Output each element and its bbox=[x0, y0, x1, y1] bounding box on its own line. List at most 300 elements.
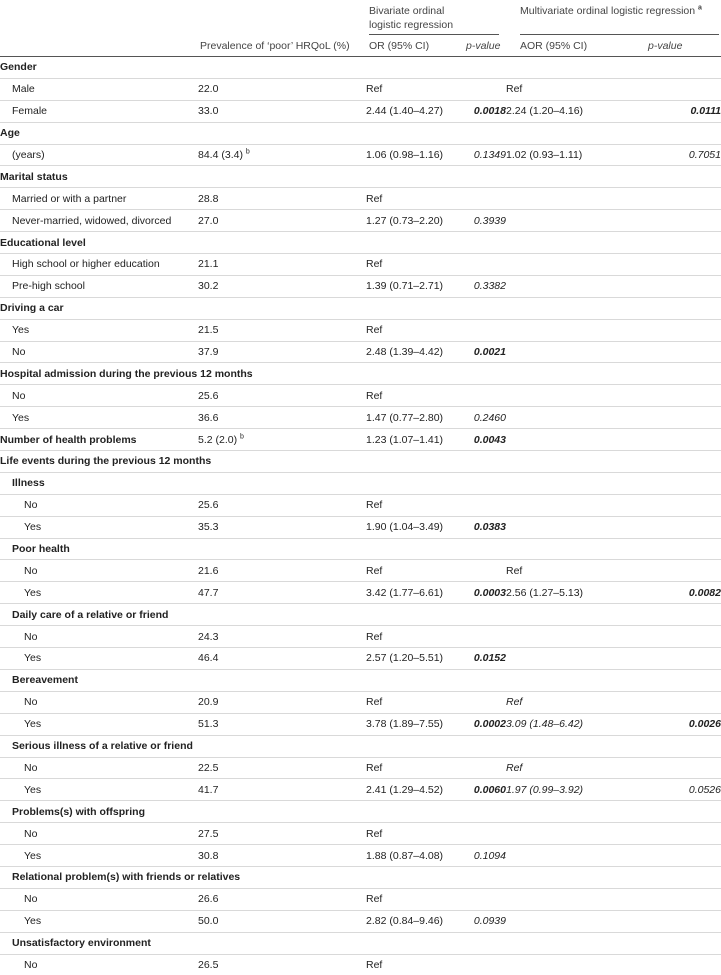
aor-cell bbox=[506, 494, 624, 516]
aor-cell bbox=[506, 144, 624, 166]
pvalue-multivariate-cell bbox=[624, 516, 721, 538]
table-row bbox=[0, 341, 721, 363]
aor-cell-text: Ref bbox=[506, 83, 522, 95]
or-cell bbox=[366, 626, 463, 648]
or-cell bbox=[366, 100, 463, 122]
pvalue-bivariate-cell bbox=[463, 319, 506, 341]
table-row bbox=[0, 932, 721, 954]
or-cell-text: 1.39 (0.71–2.71) bbox=[366, 280, 443, 292]
prevalence-cell bbox=[198, 779, 366, 801]
aor-cell-text: 2.24 (1.20–4.16) bbox=[506, 105, 583, 117]
prevalence-cell-text: 47.7 bbox=[198, 587, 218, 599]
or-cell bbox=[366, 122, 463, 144]
pvalue-bivariate-cell-text: 0.0021 bbox=[474, 346, 506, 358]
prevalence-cell-text: 27.5 bbox=[198, 828, 218, 840]
prevalence-cell bbox=[198, 494, 366, 516]
prevalence-cell-text: 50.0 bbox=[198, 915, 218, 927]
table-row bbox=[0, 823, 721, 845]
pvalue-multivariate-cell bbox=[624, 560, 721, 582]
pvalue-multivariate-cell-text: 0.7051 bbox=[689, 149, 721, 161]
aor-cell bbox=[506, 779, 624, 801]
row-label-text: (years) bbox=[12, 149, 45, 161]
prevalence-cell-text: 27.0 bbox=[198, 215, 218, 227]
multivariate-header-rule bbox=[520, 34, 719, 35]
row-label bbox=[0, 713, 198, 735]
pvalue-bivariate-cell bbox=[463, 779, 506, 801]
pvalue-bivariate-cell bbox=[463, 166, 506, 188]
or-cell-text: 1.06 (0.98–1.16) bbox=[366, 149, 443, 161]
or-cell-text: Ref bbox=[366, 565, 382, 577]
pvalue-bivariate-cell bbox=[463, 297, 506, 319]
row-label-text: Problems(s) with offspring bbox=[12, 806, 145, 818]
pvalue-bivariate-cell bbox=[463, 385, 506, 407]
row-label bbox=[0, 144, 198, 166]
pvalue-multivariate-cell bbox=[624, 691, 721, 713]
aor-cell bbox=[506, 254, 624, 276]
table-row bbox=[0, 429, 721, 451]
pvalue-multivariate-cell bbox=[624, 648, 721, 670]
row-label bbox=[0, 932, 198, 954]
pvalue-multivariate-cell bbox=[624, 713, 721, 735]
pvalue-multivariate-cell bbox=[624, 932, 721, 954]
pvalue-bivariate-cell bbox=[463, 626, 506, 648]
table-row bbox=[0, 385, 721, 407]
pvalue-multivariate-cell bbox=[624, 100, 721, 122]
pvalue-bivariate-cell bbox=[463, 845, 506, 867]
row-label bbox=[0, 494, 198, 516]
pvalue-multivariate-cell bbox=[624, 363, 721, 385]
row-label-text: Bereavement bbox=[12, 674, 78, 686]
or-cell bbox=[366, 232, 463, 254]
pvalue-multivariate-cell bbox=[624, 888, 721, 910]
row-label bbox=[0, 232, 198, 254]
pvalue-multivariate-cell bbox=[624, 57, 721, 79]
row-label bbox=[0, 626, 198, 648]
or-cell bbox=[366, 932, 463, 954]
aor-cell bbox=[506, 669, 624, 691]
aor-cell bbox=[506, 275, 624, 297]
pvalue-multivariate-cell-text: 0.0026 bbox=[689, 718, 721, 730]
results-table-body bbox=[0, 57, 721, 975]
aor-cell bbox=[506, 210, 624, 232]
table-row bbox=[0, 122, 721, 144]
prevalence-cell bbox=[198, 232, 366, 254]
table-row bbox=[0, 779, 721, 801]
prevalence-cell-text: 25.6 bbox=[198, 499, 218, 511]
prevalence-cell bbox=[198, 932, 366, 954]
pvalue-multivariate-cell bbox=[624, 669, 721, 691]
aor-cell bbox=[506, 910, 624, 932]
row-label bbox=[0, 122, 198, 144]
pvalue-multivariate-cell bbox=[624, 779, 721, 801]
or-cell bbox=[366, 516, 463, 538]
or-cell bbox=[366, 735, 463, 757]
row-label bbox=[0, 363, 198, 385]
row-label-text: Number of health problems bbox=[0, 434, 137, 446]
row-label-text: Illness bbox=[12, 477, 45, 489]
or-cell bbox=[366, 297, 463, 319]
row-label-text: No bbox=[24, 893, 37, 905]
prevalence-cell bbox=[198, 516, 366, 538]
row-label-text: Poor health bbox=[12, 543, 70, 555]
col-header-aor: AOR (95% CI) bbox=[520, 40, 587, 52]
table-row bbox=[0, 232, 721, 254]
row-label bbox=[0, 472, 198, 494]
footnote-marker: b bbox=[240, 433, 244, 440]
row-label bbox=[0, 385, 198, 407]
pvalue-bivariate-cell bbox=[463, 232, 506, 254]
pvalue-bivariate-cell bbox=[463, 188, 506, 210]
prevalence-cell bbox=[198, 560, 366, 582]
or-cell-text: 1.90 (1.04–3.49) bbox=[366, 521, 443, 533]
row-label bbox=[0, 429, 198, 451]
aor-cell-text: 1.97 (0.99–3.92) bbox=[506, 784, 583, 796]
prevalence-cell-text: 28.8 bbox=[198, 193, 218, 205]
row-label-text: No bbox=[24, 696, 37, 708]
or-cell bbox=[366, 451, 463, 473]
row-label-text: No bbox=[24, 631, 37, 643]
pvalue-bivariate-cell bbox=[463, 604, 506, 626]
prevalence-cell bbox=[198, 451, 366, 473]
or-cell bbox=[366, 144, 463, 166]
prevalence-cell bbox=[198, 78, 366, 100]
prevalence-cell bbox=[198, 297, 366, 319]
or-cell-text: Ref bbox=[366, 499, 382, 511]
row-label bbox=[0, 823, 198, 845]
pvalue-bivariate-cell-text: 0.1349 bbox=[474, 149, 506, 161]
prevalence-cell-text: 21.5 bbox=[198, 324, 218, 336]
pvalue-bivariate-cell-text: 0.0152 bbox=[474, 652, 506, 664]
pvalue-multivariate-cell bbox=[624, 166, 721, 188]
row-label bbox=[0, 954, 198, 975]
or-cell bbox=[366, 275, 463, 297]
aor-cell bbox=[506, 932, 624, 954]
table-row bbox=[0, 78, 721, 100]
or-cell-text: Ref bbox=[366, 696, 382, 708]
table-row bbox=[0, 866, 721, 888]
pvalue-bivariate-cell bbox=[463, 648, 506, 670]
pvalue-bivariate-cell bbox=[463, 210, 506, 232]
table-row bbox=[0, 100, 721, 122]
prevalence-cell bbox=[198, 407, 366, 429]
row-label-text: No bbox=[24, 762, 37, 774]
or-cell bbox=[366, 779, 463, 801]
row-label bbox=[0, 319, 198, 341]
row-label-text: Yes bbox=[12, 324, 29, 336]
prevalence-cell bbox=[198, 275, 366, 297]
prevalence-cell bbox=[198, 954, 366, 975]
row-label-text: Pre-high school bbox=[12, 280, 85, 292]
prevalence-cell-text: 46.4 bbox=[198, 652, 218, 664]
row-label bbox=[0, 582, 198, 604]
row-label bbox=[0, 757, 198, 779]
pvalue-bivariate-cell bbox=[463, 691, 506, 713]
bivariate-header-line1: Bivariate ordinal bbox=[369, 4, 453, 18]
row-label bbox=[0, 341, 198, 363]
prevalence-cell-text: 41.7 bbox=[198, 784, 218, 796]
pvalue-bivariate-cell bbox=[463, 866, 506, 888]
or-cell bbox=[366, 188, 463, 210]
prevalence-cell bbox=[198, 472, 366, 494]
aor-cell bbox=[506, 626, 624, 648]
aor-cell bbox=[506, 472, 624, 494]
pvalue-multivariate-cell-text: 0.0082 bbox=[689, 587, 721, 599]
pvalue-bivariate-cell bbox=[463, 254, 506, 276]
row-label-text: Marital status bbox=[0, 171, 68, 183]
or-cell-text: Ref bbox=[366, 83, 382, 95]
bivariate-header bbox=[369, 4, 453, 32]
aor-cell bbox=[506, 385, 624, 407]
table-row bbox=[0, 166, 721, 188]
or-cell bbox=[366, 472, 463, 494]
aor-cell-text: Ref bbox=[506, 696, 522, 708]
row-label bbox=[0, 78, 198, 100]
or-cell bbox=[366, 560, 463, 582]
prevalence-cell bbox=[198, 385, 366, 407]
or-cell bbox=[366, 429, 463, 451]
aor-cell bbox=[506, 845, 624, 867]
pvalue-multivariate-cell-text: 0.0526 bbox=[689, 784, 721, 796]
row-label-text: No bbox=[24, 565, 37, 577]
pvalue-multivariate-cell bbox=[624, 78, 721, 100]
row-label bbox=[0, 845, 198, 867]
row-label-text: Gender bbox=[0, 61, 37, 73]
prevalence-cell bbox=[198, 166, 366, 188]
pvalue-multivariate-cell bbox=[624, 757, 721, 779]
row-label bbox=[0, 801, 198, 823]
aor-cell bbox=[506, 297, 624, 319]
aor-cell bbox=[506, 232, 624, 254]
aor-cell bbox=[506, 78, 624, 100]
prevalence-cell-text: 22.5 bbox=[198, 762, 218, 774]
row-label bbox=[0, 188, 198, 210]
pvalue-bivariate-cell bbox=[463, 78, 506, 100]
pvalue-bivariate-cell bbox=[463, 516, 506, 538]
row-label-text: No bbox=[24, 499, 37, 511]
row-label bbox=[0, 254, 198, 276]
aor-cell bbox=[506, 407, 624, 429]
pvalue-bivariate-cell bbox=[463, 669, 506, 691]
prevalence-cell bbox=[198, 910, 366, 932]
table-row bbox=[0, 494, 721, 516]
aor-cell-text: 1.02 (0.93–1.11) bbox=[506, 149, 582, 161]
prevalence-cell-text: 26.6 bbox=[198, 893, 218, 905]
row-label-text: Yes bbox=[24, 850, 41, 862]
pvalue-multivariate-cell bbox=[624, 801, 721, 823]
table-row bbox=[0, 888, 721, 910]
aor-cell bbox=[506, 757, 624, 779]
prevalence-cell-text: 36.6 bbox=[198, 412, 218, 424]
pvalue-bivariate-cell bbox=[463, 801, 506, 823]
or-cell-text: Ref bbox=[366, 631, 382, 643]
pvalue-multivariate-cell bbox=[624, 319, 721, 341]
table-row bbox=[0, 516, 721, 538]
or-cell-text: 1.47 (0.77–2.80) bbox=[366, 412, 443, 424]
pvalue-bivariate-cell bbox=[463, 363, 506, 385]
aor-cell bbox=[506, 538, 624, 560]
pvalue-bivariate-cell-text: 0.3939 bbox=[474, 215, 506, 227]
table-row bbox=[0, 757, 721, 779]
pvalue-multivariate-cell bbox=[624, 538, 721, 560]
row-label-text: Yes bbox=[24, 652, 41, 664]
table-row bbox=[0, 188, 721, 210]
pvalue-bivariate-cell bbox=[463, 275, 506, 297]
pvalue-bivariate-cell-text: 0.0060 bbox=[474, 784, 506, 796]
pvalue-multivariate-cell bbox=[624, 254, 721, 276]
pvalue-multivariate-cell bbox=[624, 604, 721, 626]
or-cell bbox=[366, 254, 463, 276]
row-label-text: Yes bbox=[12, 412, 29, 424]
or-cell bbox=[366, 845, 463, 867]
pvalue-bivariate-cell bbox=[463, 122, 506, 144]
pvalue-bivariate-cell-text: 0.2460 bbox=[474, 412, 506, 424]
prevalence-cell bbox=[198, 429, 366, 451]
aor-cell bbox=[506, 713, 624, 735]
or-cell bbox=[366, 888, 463, 910]
aor-cell bbox=[506, 866, 624, 888]
row-label-text: Yes bbox=[24, 915, 41, 927]
row-label bbox=[0, 604, 198, 626]
row-label-text: Yes bbox=[24, 784, 41, 796]
row-label-text: Serious illness of a relative or friend bbox=[12, 740, 193, 752]
or-cell bbox=[366, 648, 463, 670]
aor-cell bbox=[506, 691, 624, 713]
prevalence-cell bbox=[198, 582, 366, 604]
multivariate-footnote-marker: a bbox=[698, 5, 702, 12]
or-cell bbox=[366, 954, 463, 975]
row-label bbox=[0, 166, 198, 188]
aor-cell bbox=[506, 363, 624, 385]
row-label bbox=[0, 57, 198, 79]
aor-cell bbox=[506, 516, 624, 538]
aor-cell bbox=[506, 188, 624, 210]
row-label-text: Male bbox=[12, 83, 35, 95]
pvalue-bivariate-cell-text: 0.1094 bbox=[474, 850, 506, 862]
prevalence-cell-text: 84.4 (3.4) bbox=[198, 149, 243, 161]
pvalue-multivariate-cell bbox=[624, 144, 721, 166]
or-cell-text: 2.44 (1.40–4.27) bbox=[366, 105, 443, 117]
or-cell-text: Ref bbox=[366, 390, 382, 402]
row-label bbox=[0, 100, 198, 122]
table-row bbox=[0, 407, 721, 429]
aor-cell bbox=[506, 122, 624, 144]
pvalue-multivariate-cell bbox=[624, 494, 721, 516]
table-row bbox=[0, 626, 721, 648]
aor-cell bbox=[506, 341, 624, 363]
col-header-pvalue-multivariate: p-value bbox=[648, 40, 682, 52]
aor-cell bbox=[506, 429, 624, 451]
pvalue-multivariate-cell bbox=[624, 910, 721, 932]
or-cell bbox=[366, 669, 463, 691]
row-label-text: Life events during the previous 12 months bbox=[0, 455, 211, 467]
col-header-or: OR (95% CI) bbox=[369, 40, 429, 52]
or-cell-text: 1.27 (0.73–2.20) bbox=[366, 215, 443, 227]
table-row bbox=[0, 560, 721, 582]
pvalue-bivariate-cell bbox=[463, 451, 506, 473]
pvalue-bivariate-cell bbox=[463, 100, 506, 122]
row-label-text: Relational problem(s) with friends or relatives bbox=[12, 871, 240, 883]
row-label-text: Unsatisfactory environment bbox=[12, 937, 151, 949]
aor-cell-text: 2.56 (1.27–5.13) bbox=[506, 587, 583, 599]
col-header-prevalence: Prevalence of ‘poor’ HRQoL (%) bbox=[200, 40, 350, 52]
pvalue-multivariate-cell bbox=[624, 407, 721, 429]
pvalue-multivariate-cell bbox=[624, 429, 721, 451]
pvalue-multivariate-cell bbox=[624, 866, 721, 888]
table-row bbox=[0, 735, 721, 757]
prevalence-cell-text: 21.6 bbox=[198, 565, 218, 577]
aor-cell bbox=[506, 57, 624, 79]
table-row bbox=[0, 801, 721, 823]
multivariate-header-text: Multivariate ordinal logistic regression bbox=[520, 5, 695, 17]
row-label bbox=[0, 735, 198, 757]
table-row bbox=[0, 210, 721, 232]
table-row bbox=[0, 669, 721, 691]
row-label bbox=[0, 648, 198, 670]
pvalue-bivariate-cell-text: 0.0939 bbox=[474, 915, 506, 927]
row-label bbox=[0, 297, 198, 319]
prevalence-cell bbox=[198, 188, 366, 210]
pvalue-multivariate-cell bbox=[624, 472, 721, 494]
table-row bbox=[0, 319, 721, 341]
row-label bbox=[0, 538, 198, 560]
row-label-text: Female bbox=[12, 105, 47, 117]
row-label-text: Hospital admission during the previous 12 months bbox=[0, 368, 253, 380]
or-cell bbox=[366, 494, 463, 516]
prevalence-cell bbox=[198, 845, 366, 867]
row-label bbox=[0, 866, 198, 888]
pvalue-multivariate-cell bbox=[624, 626, 721, 648]
aor-cell bbox=[506, 560, 624, 582]
table-row bbox=[0, 954, 721, 975]
pvalue-multivariate-cell bbox=[624, 582, 721, 604]
pvalue-bivariate-cell bbox=[463, 429, 506, 451]
table-row bbox=[0, 691, 721, 713]
pvalue-bivariate-cell bbox=[463, 954, 506, 975]
or-cell-text: 1.88 (0.87–4.08) bbox=[366, 850, 443, 862]
pvalue-bivariate-cell bbox=[463, 735, 506, 757]
or-cell bbox=[366, 78, 463, 100]
row-label-text: High school or higher education bbox=[12, 258, 160, 270]
pvalue-bivariate-cell bbox=[463, 494, 506, 516]
aor-cell bbox=[506, 604, 624, 626]
prevalence-cell bbox=[198, 801, 366, 823]
or-cell-text: Ref bbox=[366, 828, 382, 840]
row-label bbox=[0, 669, 198, 691]
aor-cell bbox=[506, 166, 624, 188]
or-cell-text: 1.23 (1.07–1.41) bbox=[366, 434, 443, 446]
pvalue-bivariate-cell bbox=[463, 757, 506, 779]
prevalence-cell-text: 25.6 bbox=[198, 390, 218, 402]
or-cell bbox=[366, 823, 463, 845]
table-row bbox=[0, 910, 721, 932]
or-cell-text: 2.48 (1.39–4.42) bbox=[366, 346, 443, 358]
bivariate-header-rule bbox=[369, 34, 499, 35]
prevalence-cell-text: 30.2 bbox=[198, 280, 218, 292]
pvalue-bivariate-cell-text: 0.0383 bbox=[474, 521, 506, 533]
prevalence-cell bbox=[198, 648, 366, 670]
pvalue-bivariate-cell bbox=[463, 407, 506, 429]
or-cell-text: 2.41 (1.29–4.52) bbox=[366, 784, 443, 796]
or-cell bbox=[366, 910, 463, 932]
table-row bbox=[0, 648, 721, 670]
or-cell bbox=[366, 363, 463, 385]
row-label bbox=[0, 451, 198, 473]
prevalence-cell-text: 22.0 bbox=[198, 83, 218, 95]
row-label-text: Married or with a partner bbox=[12, 193, 126, 205]
pvalue-bivariate-cell bbox=[463, 560, 506, 582]
prevalence-cell-text: 37.9 bbox=[198, 346, 218, 358]
pvalue-bivariate-cell bbox=[463, 538, 506, 560]
